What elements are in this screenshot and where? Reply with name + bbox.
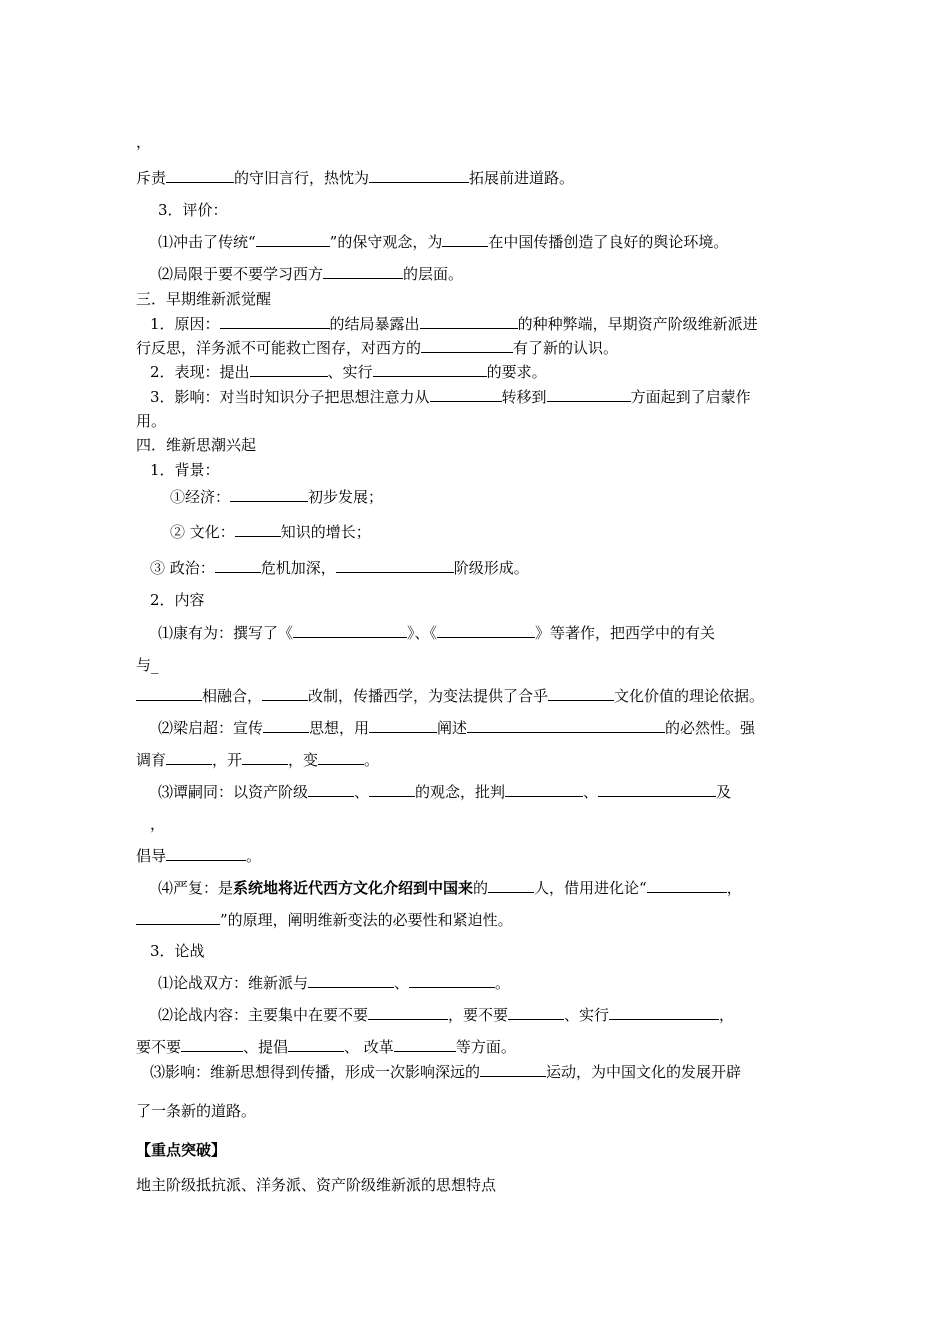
section-item bbox=[150, 941, 205, 961]
blank bbox=[242, 750, 288, 765]
blank bbox=[318, 750, 364, 765]
text-segment: ， bbox=[136, 133, 152, 151]
text-segment: 3．评价： bbox=[158, 201, 228, 219]
text-segment: 改制，传播西学，为变法提供了合乎 bbox=[308, 687, 549, 705]
text-segment: ⑵局限于要不要学习西方 bbox=[158, 265, 324, 283]
text-segment: ⑶谭嗣同：以资产阶级 bbox=[158, 783, 309, 801]
text-line bbox=[150, 387, 751, 407]
blank bbox=[263, 718, 309, 733]
text-segment: 四．维新思潮兴起 bbox=[136, 436, 257, 454]
text-segment: 的种种弊端，早期资产阶级维新派进 bbox=[517, 315, 758, 333]
text-line bbox=[170, 487, 383, 507]
text-segment: ”的保守观念，为 bbox=[329, 233, 443, 251]
blank bbox=[288, 1037, 344, 1052]
text-segment: 拓展前进道路。 bbox=[469, 169, 575, 187]
text-line bbox=[150, 314, 758, 334]
section-item bbox=[150, 590, 205, 610]
text-segment: ，要不要 bbox=[448, 1006, 509, 1024]
text-segment: 调育 bbox=[136, 751, 167, 769]
text-segment: ② 文化： bbox=[170, 523, 235, 541]
text-segment: 倡导 bbox=[136, 847, 167, 865]
blank bbox=[369, 782, 415, 797]
text-segment: 与_ bbox=[136, 656, 159, 674]
text-segment: 、实行 bbox=[327, 363, 373, 381]
blank bbox=[308, 782, 354, 797]
text-line bbox=[136, 910, 513, 930]
text-segment: ⑵论战内容：主要集中在要不要 bbox=[158, 1006, 369, 1024]
blank bbox=[369, 168, 469, 183]
text-segment: ， bbox=[726, 879, 742, 897]
text-line bbox=[136, 846, 261, 866]
blank bbox=[181, 1037, 243, 1052]
text-segment: 1．原因： bbox=[150, 315, 220, 333]
text-segment: 行反思，洋务派不可能救亡图存，对西方的 bbox=[136, 339, 422, 357]
text-segment: 、提倡 bbox=[243, 1038, 289, 1056]
blank bbox=[547, 387, 631, 402]
text-segment: ③ 政治： bbox=[150, 559, 215, 577]
text-line bbox=[150, 1062, 741, 1082]
text-segment: 三．早期维新派觉醒 bbox=[136, 290, 272, 308]
text-segment: 、 改革 bbox=[344, 1038, 394, 1056]
text-line bbox=[136, 686, 764, 706]
text-segment: 等方面。 bbox=[455, 1038, 516, 1056]
text-segment: 的层面。 bbox=[403, 265, 464, 283]
text-segment: 及 bbox=[716, 783, 732, 801]
text-segment: ⑴论战双方：维新派与 bbox=[158, 974, 309, 992]
blank bbox=[336, 558, 454, 573]
blank bbox=[136, 686, 202, 701]
text-segment: 》、《 bbox=[407, 624, 438, 642]
blank bbox=[262, 686, 308, 701]
blank bbox=[505, 782, 583, 797]
text-segment: 2．表现：提出 bbox=[150, 363, 250, 381]
text-segment: 用。 bbox=[136, 412, 167, 430]
blank bbox=[442, 232, 488, 247]
text-segment: 相融合， bbox=[202, 687, 263, 705]
blank bbox=[235, 522, 281, 537]
blank bbox=[166, 168, 234, 183]
text-line bbox=[150, 814, 165, 834]
text-segment: 地主阶级抵抗派、洋务派、资产阶级维新派的思想特点 bbox=[136, 1176, 497, 1194]
text-segment: 的必然性。强 bbox=[665, 719, 756, 737]
text-segment: 阶级形成。 bbox=[453, 559, 529, 577]
text-segment: 危机加深， bbox=[260, 559, 336, 577]
text-segment: 了一条新的道路。 bbox=[136, 1102, 257, 1120]
blank bbox=[293, 623, 407, 638]
text-segment: 方面起到了启蒙作 bbox=[630, 388, 751, 406]
text-segment: 有了新的认识。 bbox=[513, 339, 619, 357]
text-segment: 运动，为中国文化的发展开辟 bbox=[546, 1063, 742, 1081]
text-line bbox=[170, 522, 371, 542]
blank bbox=[166, 750, 212, 765]
text-segment: 、 bbox=[354, 783, 370, 801]
text-line bbox=[150, 362, 547, 382]
blank bbox=[368, 1005, 448, 1020]
text-segment: 、 bbox=[394, 974, 410, 992]
text-segment: 在中国传播创造了良好的舆论环境。 bbox=[488, 233, 729, 251]
blank bbox=[488, 878, 534, 893]
text-segment: 1．背景： bbox=[150, 461, 220, 479]
blank bbox=[467, 718, 665, 733]
blank bbox=[508, 1005, 564, 1020]
blank bbox=[166, 846, 246, 861]
text-segment: 要不要 bbox=[136, 1038, 182, 1056]
text-segment: 的结局暴露出 bbox=[329, 315, 420, 333]
text-line bbox=[136, 1175, 496, 1195]
text-line bbox=[158, 973, 510, 993]
blank bbox=[430, 387, 502, 402]
text-line bbox=[136, 1037, 516, 1057]
text-segment: ， bbox=[719, 1006, 735, 1024]
blank bbox=[609, 1005, 719, 1020]
text-line bbox=[150, 558, 529, 578]
blank bbox=[215, 558, 261, 573]
text-line bbox=[158, 264, 463, 284]
blank bbox=[647, 878, 727, 893]
text-segment: ， bbox=[150, 815, 166, 833]
text-segment: 的观念，批判 bbox=[415, 783, 506, 801]
text-segment: 人，借用进化论“ bbox=[534, 879, 647, 897]
blank bbox=[323, 264, 403, 279]
text-line bbox=[136, 338, 618, 358]
text-segment: 初步发展； bbox=[308, 488, 384, 506]
blank bbox=[420, 314, 518, 329]
blank bbox=[480, 1062, 546, 1077]
text-segment: 3．影响：对当时知识分子把思想注意力从 bbox=[150, 388, 430, 406]
blank bbox=[394, 1037, 456, 1052]
text-segment: 的要求。 bbox=[486, 363, 547, 381]
text-segment: 2．内容 bbox=[150, 591, 205, 609]
section-heading bbox=[136, 289, 271, 309]
text-segment: 文化价值的理论依据。 bbox=[614, 687, 765, 705]
text-segment: ，开 bbox=[212, 751, 243, 769]
text-segment: ”的原理，阐明维新变法的必要性和紧迫性。 bbox=[220, 911, 513, 929]
blank bbox=[308, 973, 394, 988]
section-item bbox=[158, 200, 228, 220]
text-segment: ⑴冲击了传统“ bbox=[158, 233, 256, 251]
text-line bbox=[136, 168, 574, 188]
blank bbox=[421, 338, 513, 353]
section-heading bbox=[136, 435, 256, 455]
text-line bbox=[136, 1101, 256, 1121]
blank bbox=[409, 973, 495, 988]
blank bbox=[373, 362, 487, 377]
blank bbox=[256, 232, 330, 247]
text-segment: 的守旧言行，热忱为 bbox=[234, 169, 370, 187]
blank bbox=[437, 623, 535, 638]
blank bbox=[598, 782, 716, 797]
text-segment: 知识的增长； bbox=[280, 523, 371, 541]
text-segment: ⑵梁启超：宣传 bbox=[158, 719, 264, 737]
text-segment: 。 bbox=[364, 751, 380, 769]
text-segment: 、实行 bbox=[564, 1006, 610, 1024]
text-segment: 》等著作，把西学中的有关 bbox=[535, 624, 716, 642]
text-line bbox=[136, 750, 379, 770]
text-line bbox=[158, 782, 731, 802]
text-segment: ⑶影响：维新思想得到传播，形成一次影响深远的 bbox=[150, 1063, 481, 1081]
section-item bbox=[150, 460, 220, 480]
text-segment: 转移到 bbox=[501, 388, 547, 406]
text-segment: ，变 bbox=[288, 751, 319, 769]
text-line bbox=[158, 232, 728, 252]
text-line bbox=[158, 1005, 734, 1025]
text-segment: 、 bbox=[583, 783, 599, 801]
text-segment: 的 bbox=[473, 879, 489, 897]
text-line bbox=[136, 132, 151, 152]
text-line bbox=[158, 878, 742, 898]
blank bbox=[230, 487, 308, 502]
text-line bbox=[158, 623, 715, 643]
blank bbox=[548, 686, 614, 701]
text-segment: 系统地将近代西方文化介绍到中国来 bbox=[233, 879, 474, 897]
blank bbox=[369, 718, 437, 733]
text-segment: 【重点突破】 bbox=[136, 1141, 227, 1159]
text-segment: ①经济： bbox=[170, 488, 231, 506]
text-segment: 。 bbox=[495, 974, 511, 992]
text-segment: ⑷严复：是 bbox=[158, 879, 234, 897]
text-segment: 。 bbox=[246, 847, 262, 865]
text-line bbox=[136, 411, 166, 431]
section-heading bbox=[136, 1140, 226, 1160]
text-segment: 阐述 bbox=[437, 719, 468, 737]
blank bbox=[250, 362, 328, 377]
text-segment: 思想，用 bbox=[309, 719, 370, 737]
text-segment: 斥责 bbox=[136, 169, 167, 187]
text-segment: ⑴康有为：撰写了《 bbox=[158, 624, 294, 642]
text-line bbox=[158, 718, 755, 738]
blank bbox=[136, 910, 220, 925]
text-line bbox=[136, 655, 159, 675]
text-segment: 3．论战 bbox=[150, 942, 205, 960]
blank bbox=[220, 314, 330, 329]
